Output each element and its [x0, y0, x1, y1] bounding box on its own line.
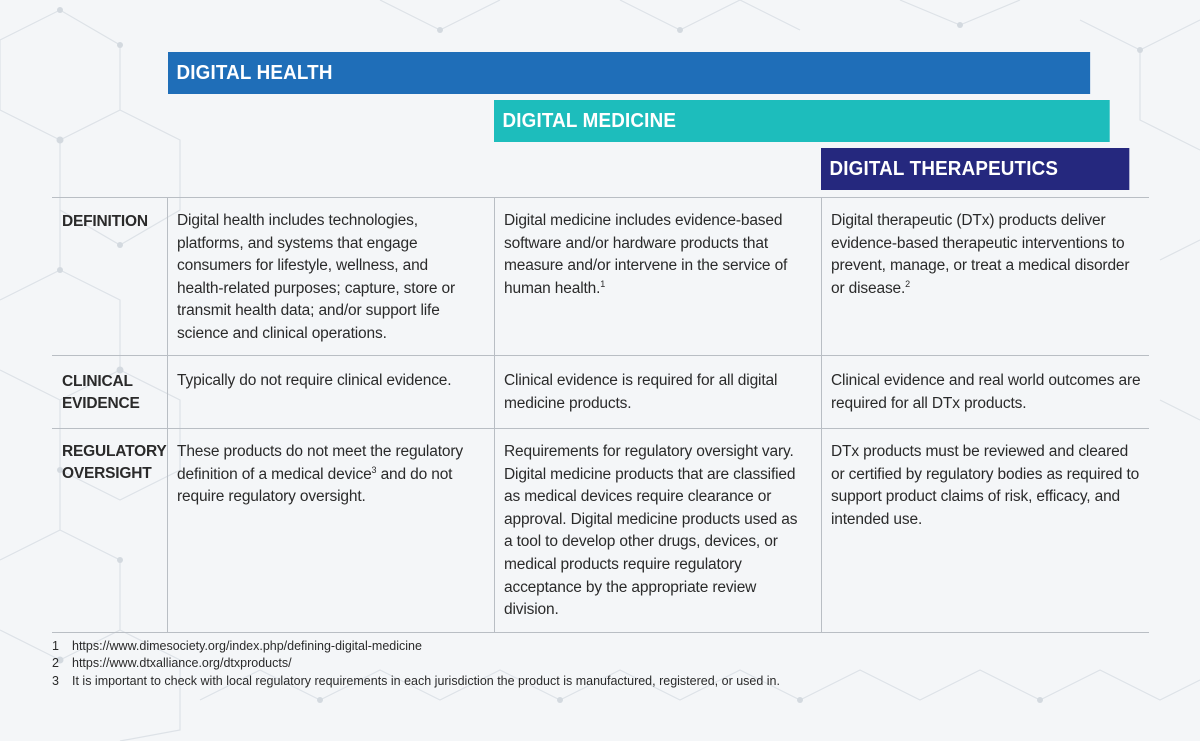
column-divider-1 — [167, 197, 168, 632]
digital-therapeutics-heading: DIGITAL THERAPEUTICS — [829, 158, 1059, 180]
row-label-clinical-evidence: CLINICAL EVIDENCE — [62, 373, 140, 412]
regulatory-digital-therapeutics: DTx products must be reviewed and cleared or certified by regulatory bodies as required to support product claims of risk, efficacy, and intended use. — [831, 443, 1140, 528]
definition-digital-therapeutics — [831, 210, 1143, 300]
table-rule-bottom — [52, 632, 1149, 633]
row-label-definition: DEFINITION — [62, 213, 148, 230]
footnote-2-text: https://www.dtxalliance.org/dtxproducts/ — [72, 656, 292, 671]
definition-digital-medicine-text: Digital medicine includes evidence-based software and/or hardware products that measure and/or intervene in the service of human health. — [504, 212, 788, 297]
column-divider-2 — [494, 197, 495, 632]
table-rule-row1 — [52, 355, 1149, 356]
definition-digital-therapeutics-text: Digital therapeutic (DTx) products deliver evidence-based therapeutic interventions to prevent, manage, or treat a medical disorder or disease. — [831, 212, 1130, 297]
footnote-3-text: It is important to check with local regulatory requirements in each jurisdiction the product is manufactured, registered, or used in. — [72, 673, 780, 688]
digital-medicine-band — [494, 100, 1110, 142]
definition-digital-health: Digital health includes technologies, platforms, and systems that engage consumers for lifestyle, wellness, and health-related purposes; capture, store or transmit health data; and/or support life science and clinical operations. — [177, 212, 456, 342]
footnote-3 — [52, 673, 1152, 690]
footnote-1-number: 1 — [52, 639, 59, 653]
digital-health-heading: DIGITAL HEALTH — [176, 62, 333, 84]
regulatory-digital-health-text-a: These products do not meet the regulatory definition of a medical device — [177, 443, 463, 483]
digital-therapeutics-band — [821, 148, 1129, 190]
clinical-digital-health: Typically do not require clinical evidence. — [177, 372, 452, 389]
table-rule-top — [52, 197, 1149, 198]
column-divider-3 — [821, 197, 822, 632]
footnote-ref-1: 1 — [600, 278, 606, 289]
footnote-2-number: 2 — [52, 656, 59, 671]
footnote-2 — [52, 655, 1152, 672]
digital-health-band — [168, 52, 1090, 94]
footnote-3-number: 3 — [52, 673, 59, 688]
table-rule-row2 — [52, 428, 1149, 429]
regulatory-digital-health-text-b: and do not require regulatory oversight. — [177, 465, 453, 506]
regulatory-digital-health — [177, 441, 477, 509]
regulatory-digital-medicine: Requirements for regulatory oversight vary. Digital medicine products that are classified as medical devices require clearance or approval. Digital medicine products used as a tool to develop other drugs, devices, or medical products require regulatory acceptance by the appropriate review division. — [504, 443, 798, 619]
clinical-digital-therapeutics: Clinical evidence and real world outcomes are required for all DTx products. — [831, 372, 1141, 412]
row-label-regulatory-oversight: REGULATORY OVERSIGHT — [62, 443, 167, 482]
footnote-ref-3: 3 — [371, 464, 377, 475]
definition-digital-medicine — [504, 210, 806, 300]
footnotes — [52, 638, 1152, 690]
digital-medicine-heading: DIGITAL MEDICINE — [502, 110, 677, 132]
footnote-1-text: https://www.dimesociety.org/index.php/defining-digital-medicine — [72, 639, 422, 653]
clinical-digital-medicine: Clinical evidence is required for all digital medicine products. — [504, 372, 778, 412]
footnote-1 — [52, 638, 1152, 655]
footnote-ref-2: 2 — [905, 278, 911, 289]
